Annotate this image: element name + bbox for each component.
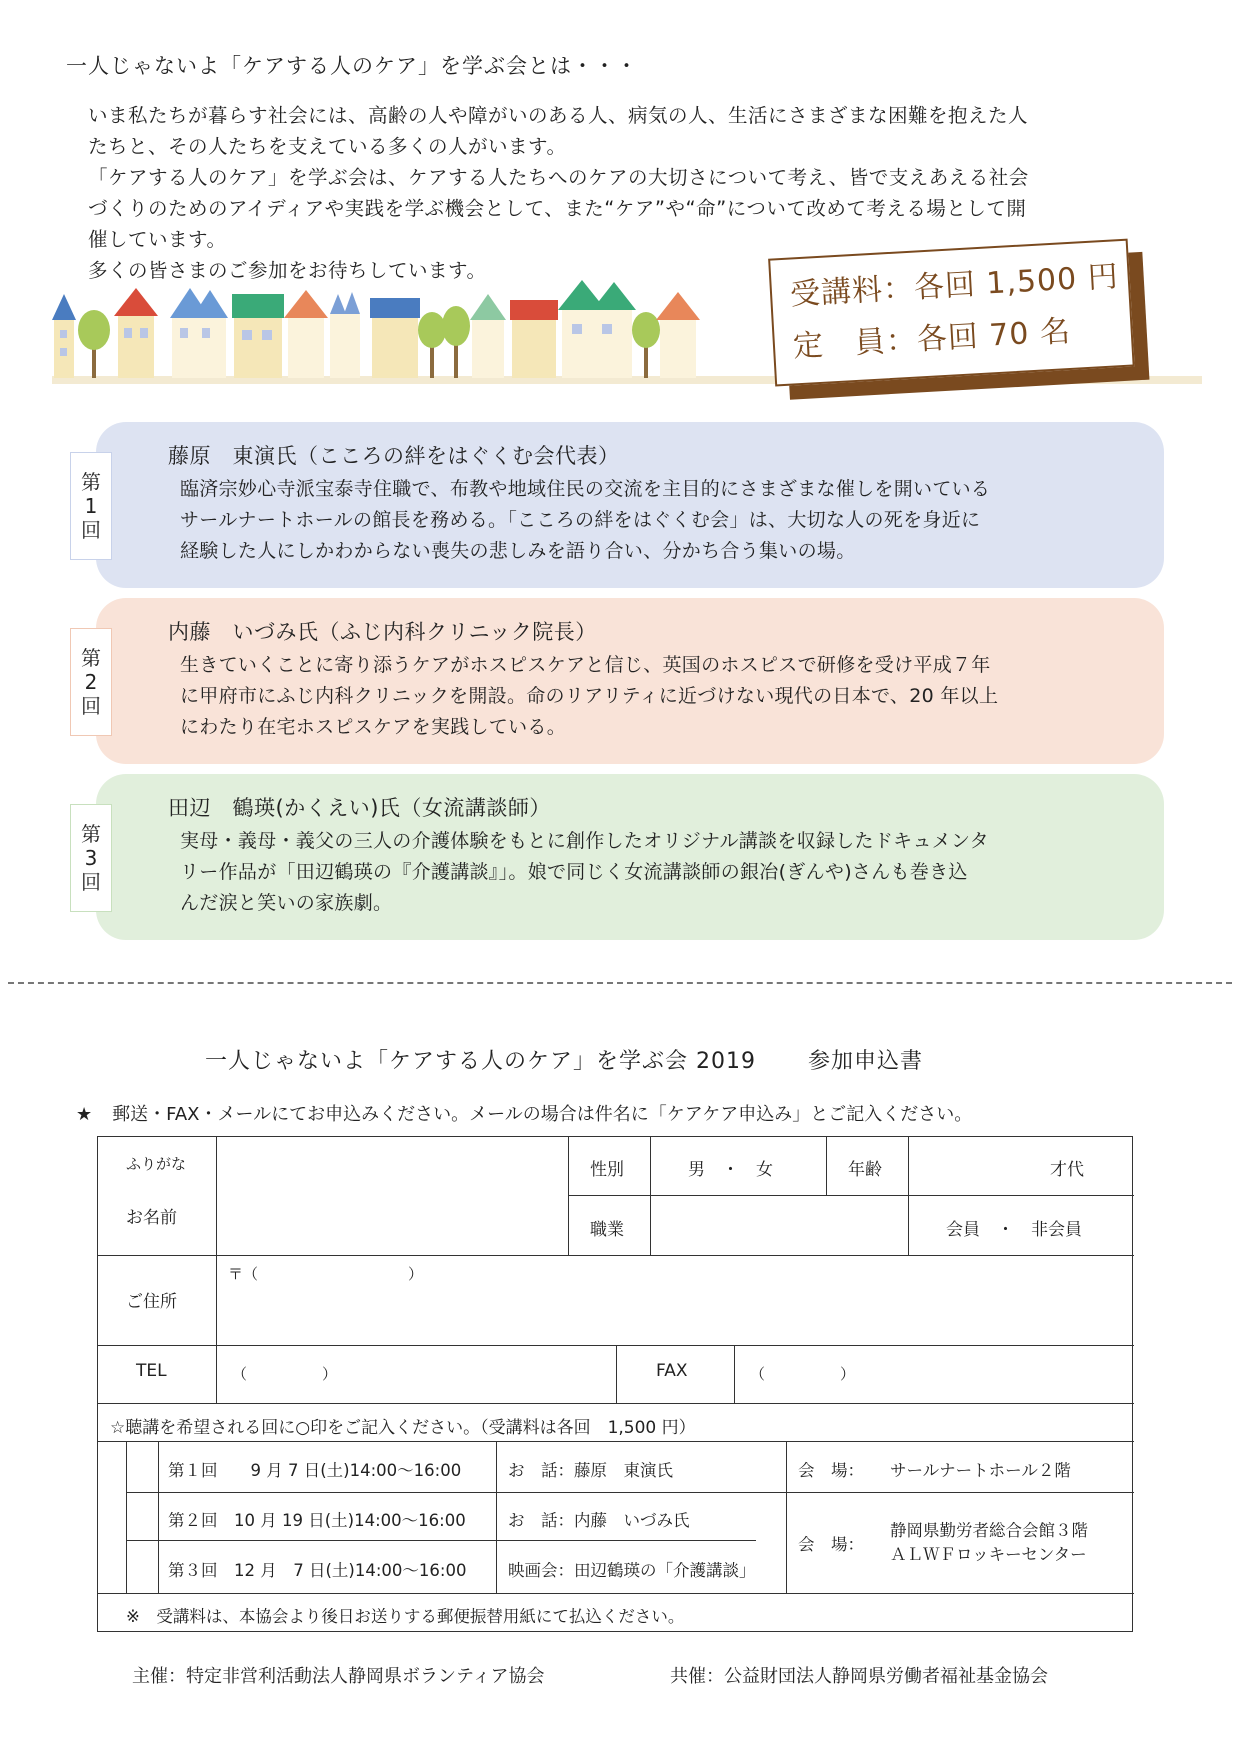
session-1-talk: お 話：藤原 東演氏 bbox=[508, 1461, 673, 1480]
description-line: んだ涙と笑いの家族劇。 bbox=[180, 892, 393, 914]
tag-char: 回 bbox=[81, 518, 101, 542]
tel-field[interactable]: （ ） bbox=[232, 1365, 338, 1383]
tag-char: 第 bbox=[81, 470, 101, 494]
address-label: ご住所 bbox=[126, 1292, 177, 1312]
grid-line bbox=[98, 1593, 1134, 1594]
postal-code-field[interactable]: 〒（ ） bbox=[228, 1265, 424, 1283]
session-3-talk: 映画会：田辺鶴瑛の「介護講談」 bbox=[508, 1561, 756, 1580]
application-form bbox=[97, 1136, 1133, 1632]
capacity-text: 定 員：各回 70 名 bbox=[792, 313, 1072, 365]
member-options[interactable]: 会員 ・ 非会員 bbox=[946, 1220, 1082, 1240]
description-line: にわたり在宅ホスピスケアを実践している。 bbox=[180, 716, 567, 738]
tag-char: 第 bbox=[81, 822, 101, 846]
age-field[interactable] bbox=[912, 1139, 1042, 1193]
fee-card bbox=[768, 238, 1156, 409]
grid-line bbox=[786, 1441, 787, 1593]
intro-line: たちと、その人たちを支えている多くの人がいます。 bbox=[88, 135, 567, 158]
fax-label: FAX bbox=[656, 1361, 688, 1381]
tel-label: TEL bbox=[136, 1361, 167, 1381]
speaker-name: 田辺 鶴瑛(かくえい)氏（女流講談師） bbox=[168, 796, 551, 820]
tag-char: 3 bbox=[84, 846, 98, 870]
grid-line bbox=[650, 1137, 651, 1255]
grid-line bbox=[216, 1345, 217, 1403]
tag-char: 回 bbox=[81, 694, 101, 718]
speaker-description bbox=[180, 826, 989, 919]
session-number-tag bbox=[70, 804, 112, 912]
speaker-description bbox=[180, 474, 990, 567]
grid-line bbox=[568, 1137, 569, 1255]
grid-line bbox=[126, 1492, 1134, 1493]
payment-note: ※ 受講料は、本協会より後日お送りする郵便振替用紙にて払込ください。 bbox=[126, 1607, 685, 1626]
grid-line bbox=[158, 1441, 159, 1593]
notice-text: 郵送・FAX・メールにてお申込みください。メールの場合は件名に「ケアケア申込み」とご記入ください。 bbox=[112, 1104, 973, 1125]
name-field[interactable] bbox=[220, 1139, 564, 1253]
grid-line bbox=[98, 1403, 1134, 1404]
organizer: 主催：特定非営利活動法人静岡県ボランティア協会 bbox=[132, 1666, 545, 1687]
grid-line bbox=[568, 1195, 1134, 1196]
intro-line: 「ケアする人のケア」を学ぶ会は、ケアする人たちへのケアの大切さについて考え、皆で支えあえる社会 bbox=[88, 166, 1029, 189]
occupation-label: 職業 bbox=[590, 1220, 624, 1240]
grid-line bbox=[496, 1441, 497, 1593]
grid-line bbox=[126, 1441, 127, 1593]
session-number-tag bbox=[70, 452, 112, 560]
intro-line: 多くの皆さまのご参加をお待ちしています。 bbox=[88, 259, 487, 282]
intro-line: いま私たちが暮らす社会には、高齢の人や障がいのある人、病気の人、生活にさまざまな困難を抱えた人 bbox=[88, 104, 1029, 127]
session-2-date: 第２回 10 月 19 日(土)14:00〜16:00 bbox=[168, 1511, 466, 1530]
tag-char: 1 bbox=[84, 494, 98, 518]
grid-line bbox=[126, 1540, 756, 1541]
address-field[interactable] bbox=[220, 1287, 1130, 1343]
session-instruction: ☆聴講を希望される回に○印をご記入ください。（受講料は各回 1,500 円） bbox=[110, 1418, 696, 1438]
gender-label: 性別 bbox=[590, 1160, 624, 1180]
intro-heading: 一人じゃないよ「ケアする人のケア」を学ぶ会とは・・・ bbox=[66, 54, 638, 78]
session-2-talk: お 話：内藤 いづみ氏 bbox=[508, 1511, 690, 1530]
session-1-checkbox[interactable] bbox=[128, 1443, 156, 1491]
description-line: 経験した人にしかわからない喪失の悲しみを語り合い、分かち合う集いの場。 bbox=[180, 540, 856, 562]
form-title bbox=[205, 1044, 923, 1075]
cut-line-divider bbox=[8, 982, 1232, 984]
grid-line bbox=[98, 1441, 1134, 1442]
grid-line bbox=[908, 1137, 909, 1255]
description-line: リー作品が「田辺鶴瑛の『介護講談』」。娘で同じく女流講談師の銀冶(ぎんや)さんも巻き込 bbox=[180, 861, 968, 883]
tag-char: 第 bbox=[81, 646, 101, 670]
session-2-checkbox[interactable] bbox=[128, 1494, 156, 1539]
description-line: 実母・義母・義父の三人の介護体験をもとに創作したオリジナル講談を収録したドキュメンタ bbox=[180, 830, 989, 852]
intro-line: 催しています。 bbox=[88, 228, 227, 251]
description-line: 臨済宗妙心寺派宝泰寺住職で、布教や地域住民の交流を主目的にさまざまな催しを開いている bbox=[180, 478, 991, 500]
grid-line bbox=[98, 1255, 1134, 1256]
session-card-2 bbox=[81, 598, 1164, 764]
session-select-column[interactable] bbox=[100, 1443, 126, 1591]
grid-line bbox=[216, 1137, 217, 1345]
grid-line bbox=[616, 1345, 617, 1403]
venue-1-label: 会 場： bbox=[798, 1461, 864, 1480]
fee-text: 受講料：各回 1,500 円 bbox=[789, 259, 1120, 313]
occupation-field[interactable] bbox=[654, 1199, 904, 1253]
description-line: 生きていくことに寄り添うケアがホスピスケアと信じ、英国のホスピスで研修を受け平成７年 bbox=[180, 654, 991, 676]
venue-2-line-2: ＡＬＷＦロッキーセンター bbox=[890, 1545, 1087, 1564]
form-title-text: 一人じゃないよ「ケアする人のケア」を学ぶ会 2019 bbox=[205, 1049, 756, 1074]
session-3-checkbox[interactable] bbox=[128, 1542, 156, 1592]
age-suffix: 才代 bbox=[1050, 1160, 1084, 1180]
description-line: に甲府市にふじ内科クリニックを開設。命のリアリティに近づけない現代の日本で、20 年以上 bbox=[180, 685, 999, 707]
name-label: お名前 bbox=[126, 1208, 177, 1228]
submission-notice bbox=[76, 1100, 972, 1126]
tag-char: 2 bbox=[84, 670, 98, 694]
venue-2-label: 会 場： bbox=[798, 1535, 864, 1554]
speaker-name: 藤原 東演氏（こころの絆をはぐくむ会代表） bbox=[168, 444, 620, 468]
session-number-tag bbox=[70, 628, 112, 736]
intro-line: づくりのためのアイディアや実践を学ぶ機会として、また“ケア”や“命”について改めて考える場として開 bbox=[88, 197, 1027, 220]
gender-options[interactable]: 男 ・ 女 bbox=[688, 1160, 773, 1180]
speaker-description bbox=[180, 650, 998, 743]
tag-char: 回 bbox=[81, 870, 101, 894]
session-card-3 bbox=[81, 774, 1164, 940]
application-label: 参加申込書 bbox=[807, 1049, 923, 1074]
session-3-date: 第３回 12 月 7 日(土)14:00〜16:00 bbox=[168, 1561, 467, 1580]
session-card-1 bbox=[81, 422, 1164, 588]
venue-2-line-1: 静岡県勤労者総合会館３階 bbox=[890, 1521, 1088, 1540]
description-line: サールナートホールの館長を務める。「こころの絆をはぐくむ会」は、大切な人の死を身近に bbox=[180, 509, 981, 531]
grid-line bbox=[826, 1137, 827, 1195]
venue-1: サールナートホール２階 bbox=[890, 1461, 1071, 1480]
speaker-name: 内藤 いづみ氏（ふじ内科クリニック院長） bbox=[168, 620, 597, 644]
grid-line bbox=[734, 1345, 735, 1403]
session-1-date: 第１回 9 月 7 日(土)14:00〜16:00 bbox=[168, 1461, 462, 1480]
age-label: 年齢 bbox=[848, 1160, 882, 1180]
fax-field[interactable]: （ ） bbox=[750, 1365, 856, 1383]
star-icon: ★ bbox=[76, 1104, 93, 1125]
furigana-label: ふりがな bbox=[126, 1155, 187, 1173]
co-organizer: 共催：公益財団法人静岡県労働者福祉基金協会 bbox=[670, 1666, 1048, 1687]
fee-card-body bbox=[768, 239, 1135, 387]
